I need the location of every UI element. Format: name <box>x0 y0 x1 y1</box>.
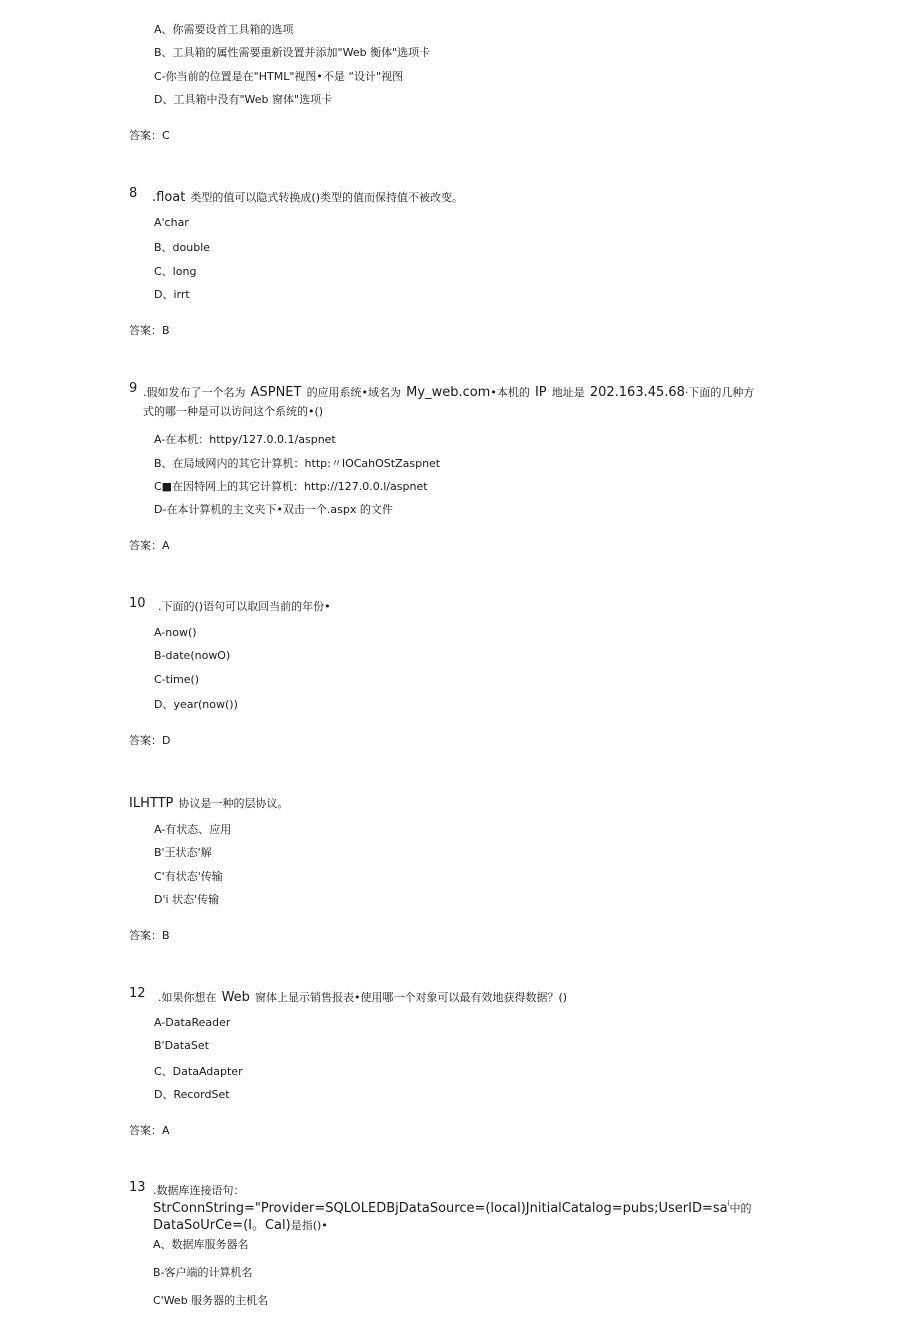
q8-stem <box>152 186 463 205</box>
q8-option-d: D、irrt <box>154 288 190 301</box>
q12-number: 12 <box>129 986 146 1001</box>
q13-option-b: B-客户端的计算机名 <box>153 1266 253 1279</box>
q12-option-a: A-DataReader <box>154 1016 231 1029</box>
q10-option-a: A-now() <box>154 626 197 639</box>
q10-stem: .下面的()语句可以取回当前的年份• <box>158 600 331 613</box>
q10-option-b: B-date(nowO) <box>154 649 231 662</box>
q11-option-d: D'i 状态'传输 <box>154 893 220 906</box>
q8-number: 8 <box>129 186 138 201</box>
q12-stem-part: 窗体上显示销售报表•使用哪一个对象可以最有效地获得数据？() <box>255 991 568 1004</box>
q13-option-a: A、数据库服务器名 <box>153 1238 249 1251</box>
q9-stem-part: ·下面的几种方 <box>684 386 755 399</box>
q11-option-b: B'王状态'解 <box>154 846 212 859</box>
q13-code-line2 <box>153 1214 328 1233</box>
q8-answer: 答案：B <box>129 324 170 337</box>
q13-code-datasource: DataSoUrCe=(I。Cal) <box>153 1218 291 1233</box>
q9-number: 9 <box>129 381 138 396</box>
q9-stem-part: ASPNET <box>250 385 302 400</box>
q9-stem-line1 <box>143 381 754 400</box>
q10-answer: 答案：D <box>129 734 171 747</box>
q8-stem-text: 类型的值可以隐式转换成()类型的值而保持值不被改变。 <box>190 191 464 204</box>
q9-option-c: C■在因特网上的其它计算机：http://127.0.0.l/aspnet <box>154 480 428 493</box>
q12-stem-part: .如果你想在 <box>158 991 217 1004</box>
q8-option-b: B、double <box>154 241 211 254</box>
q8-option-a: A'char <box>154 216 189 229</box>
q13-option-c: C'Web 服务器的主机名 <box>153 1294 269 1307</box>
q9-stem-part: 的应用系统•域名为 <box>306 386 402 399</box>
q13-code-question: 是指()• <box>290 1219 328 1232</box>
q9-stem-part: •本机的 <box>490 386 530 399</box>
q10-number: 10 <box>129 596 146 611</box>
q12-stem <box>158 986 567 1005</box>
q11-stem-prefix: ILHTTP <box>129 796 174 811</box>
q11-stem-text: 协议是一种的层协议。 <box>178 797 289 810</box>
q12-option-b: B'DataSet <box>154 1039 209 1052</box>
q13-code-string: StrConnString="Provider=SQLOLEDBjDataSource=(local)JnitialCatalog=pubs;UserID=sa <box>153 1201 728 1216</box>
q13-stem: .数据库连接语句： <box>153 1184 245 1197</box>
q9-option-a: A-在本机：httpy/127.0.0.1/aspnet <box>154 433 336 446</box>
q9-option-b: B、在局域网内的其它计算机：http:〃IOCahOStZaspnet <box>154 457 441 470</box>
q11-answer: 答案：B <box>129 929 170 942</box>
q13-number: 13 <box>129 1180 146 1195</box>
q12-answer: 答案：A <box>129 1124 170 1137</box>
q8-stem-type: .float <box>152 190 186 205</box>
q7-option-c: C-你当前的位置是在"HTML"视图•不是 “设计"视图 <box>154 70 404 83</box>
q12-option-c: C、DataAdapter <box>154 1065 243 1078</box>
q9-stem-part: 202.163.45.68 <box>589 385 685 400</box>
q7-option-a: A、你需要设首工具箱的选项 <box>154 23 294 36</box>
q9-stem-part: .假如发布了一个名为 <box>143 386 246 399</box>
q9-stem-line2: 式的哪一种是可以访问这个系统的•() <box>143 405 324 418</box>
q11-option-c: C'有状态'传输 <box>154 870 223 883</box>
q7-option-b: B、工具箱的属性需要重新设置并添加"Web 衡体"选项卡 <box>154 46 431 59</box>
q11-stem <box>129 792 288 811</box>
q12-stem-part: Web <box>221 990 250 1005</box>
q13-code-superscript: i <box>727 1199 730 1208</box>
q11-option-a: A-有状态、应用 <box>154 823 232 836</box>
q9-stem-part: My_web.com <box>406 385 491 400</box>
q9-stem-part: 地址是 <box>551 386 585 399</box>
q9-stem-part: IP <box>534 385 547 400</box>
q9-option-d: D-在本计算机的主文夹下•双击一个.aspx 的文件 <box>154 503 393 516</box>
q7-answer: 答案：C <box>129 129 170 142</box>
q10-option-c: C-time() <box>154 673 200 686</box>
q12-option-d: D、RecordSet <box>154 1088 230 1101</box>
q10-option-d: D、year(now()) <box>154 698 238 711</box>
q9-answer: 答案：A <box>129 539 170 552</box>
q13-code-suffix: 中的 <box>729 1202 752 1215</box>
q7-option-d: D、工具箱中没有"Web 窗体"选项卡 <box>154 93 333 106</box>
q8-option-c: C、long <box>154 265 197 278</box>
